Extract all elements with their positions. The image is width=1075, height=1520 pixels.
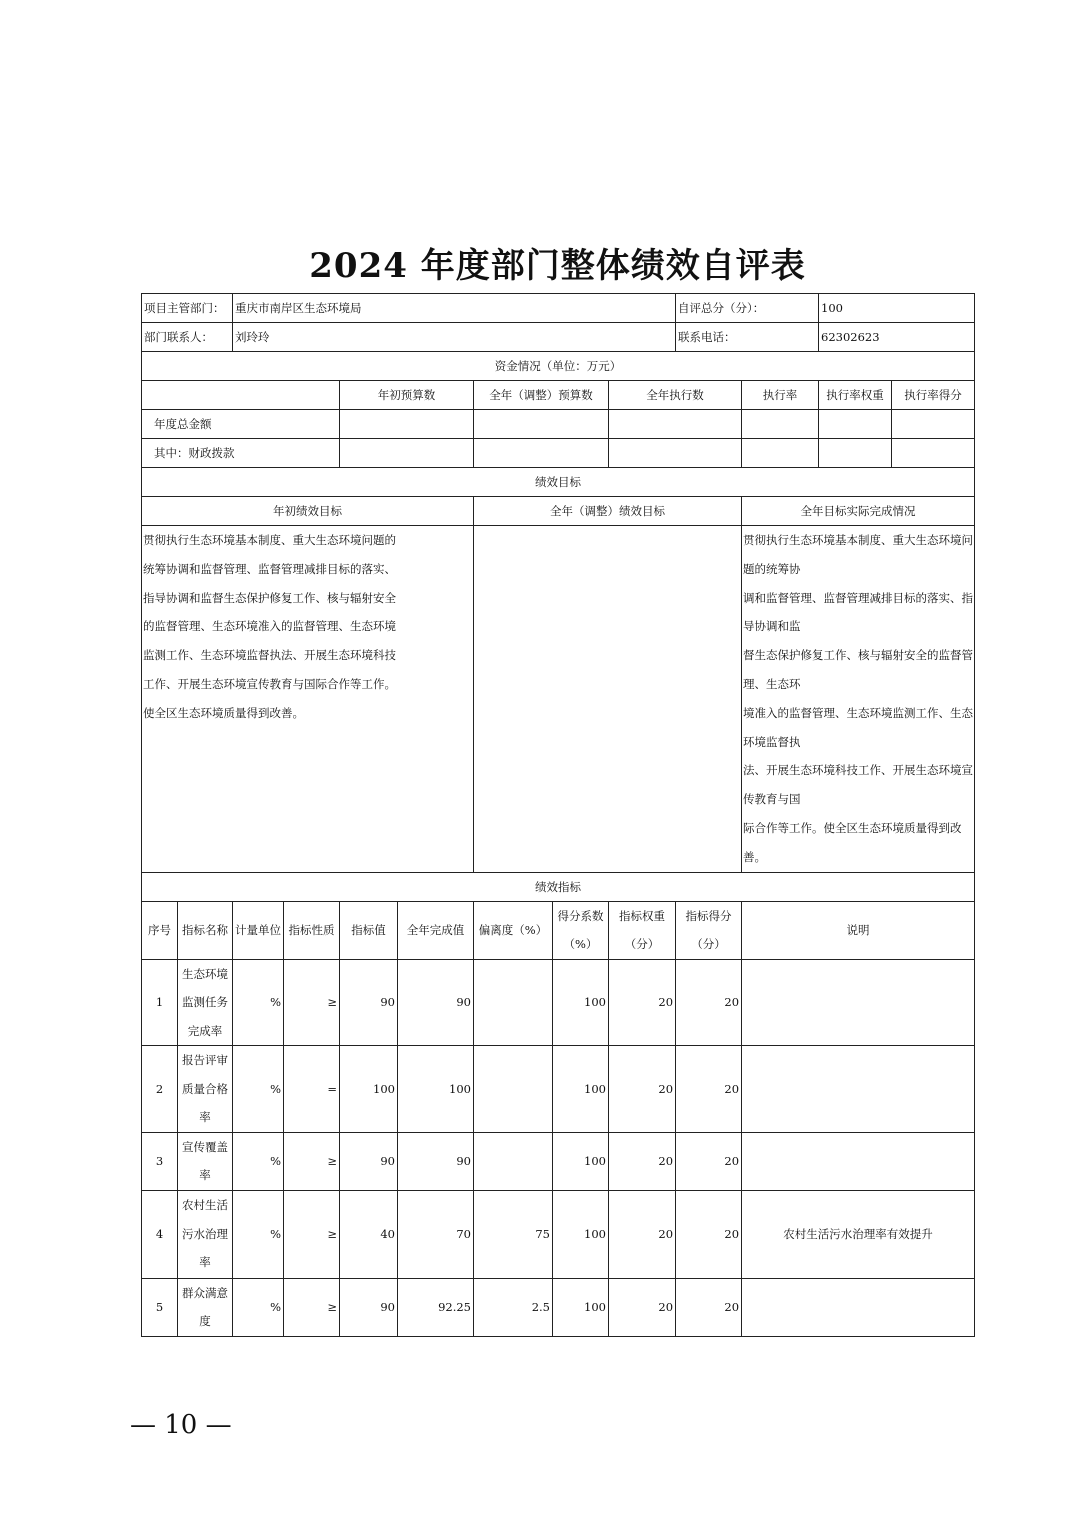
- goal-line: 境准入的监督管理、生态环境监测工作、生态环境监督执: [743, 705, 974, 749]
- cell-nature: =: [284, 1046, 340, 1133]
- goals-section-title: 绩效目标: [142, 468, 975, 497]
- dept-label: 项目主管部门：: [142, 294, 233, 323]
- funds-row-fiscal: [142, 439, 975, 468]
- indicators-section-row: [142, 872, 975, 901]
- funds-header-executed: 全年执行数: [609, 381, 742, 410]
- table-row: [142, 1190, 975, 1278]
- goal-line: 统筹协调和监督管理、监督管理减排目标的落实、: [143, 561, 396, 576]
- funds-row-label: 其中：财政拨款: [142, 439, 340, 468]
- cell-deviation: [474, 959, 553, 1046]
- funds-cell: [742, 410, 819, 439]
- name-line: 生态环境: [182, 966, 228, 981]
- funds-header-initial: 年初预算数: [340, 381, 474, 410]
- header-seq: 序号: [142, 901, 178, 959]
- cell-coef: 100: [553, 1190, 609, 1278]
- cell-deviation: 75: [474, 1190, 553, 1278]
- cell-actual: 100: [398, 1046, 474, 1133]
- indicators-header-row: [142, 901, 975, 959]
- cell-deviation: 2.5: [474, 1278, 553, 1336]
- cell-deviation: [474, 1132, 553, 1190]
- cell-value: 100: [340, 1046, 398, 1133]
- cell-score: 20: [676, 1046, 742, 1133]
- cell-name: [178, 1132, 233, 1190]
- goal-line: 的监督管理、生态环境准入的监督管理、生态环境: [143, 619, 396, 634]
- funds-cell: [340, 439, 474, 468]
- header-nature: 指标性质: [284, 901, 340, 959]
- table-row: [142, 1046, 975, 1133]
- funds-cell: [742, 439, 819, 468]
- header-actual: 全年完成值: [398, 901, 474, 959]
- goals-header-actual: 全年目标实际完成情况: [742, 497, 975, 526]
- goals-header-adjusted: 全年（调整）绩效目标: [474, 497, 742, 526]
- goal-line: 使全区生态环境质量得到改善。: [143, 705, 304, 720]
- funds-header-row: [142, 381, 975, 410]
- name-line: 率: [199, 1255, 211, 1270]
- cell-seq: 3: [142, 1132, 178, 1190]
- cell-actual: 92.25: [398, 1278, 474, 1336]
- cell-note: [742, 1278, 975, 1336]
- cell-unit: %: [233, 1046, 284, 1133]
- cell-score: 20: [676, 1278, 742, 1336]
- funds-header-rate-weight: 执行率权重: [819, 381, 892, 410]
- header-value: 指标值: [340, 901, 398, 959]
- funds-cell: [340, 410, 474, 439]
- funds-cell: [892, 410, 975, 439]
- header-line: 指标权重: [619, 908, 666, 923]
- page-number: — 10 —: [130, 1410, 232, 1440]
- cell-value: 90: [340, 1278, 398, 1336]
- cell-note: 农村生活污水治理率有效提升: [742, 1190, 975, 1278]
- header-line: （分）: [624, 937, 660, 952]
- cell-seq: 1: [142, 959, 178, 1046]
- name-line: 报告评审: [182, 1053, 228, 1068]
- header-unit: 计量单位: [233, 901, 284, 959]
- cell-unit: %: [233, 959, 284, 1046]
- goal-line: 法、开展生态环境科技工作、开展生态环境宣传教育与国: [743, 763, 974, 807]
- cell-deviation: [474, 1046, 553, 1133]
- cell-note: [742, 1046, 975, 1133]
- header-deviation: 偏离度（%）: [474, 901, 553, 959]
- goals-header-initial: 年初绩效目标: [142, 497, 474, 526]
- phone-label: 联系电话：: [676, 323, 819, 352]
- funds-cell: [474, 410, 609, 439]
- contact-label: 部门联系人：: [142, 323, 233, 352]
- goals-section-row: [142, 468, 975, 497]
- name-line: 率: [199, 1168, 211, 1183]
- cell-name: [178, 1190, 233, 1278]
- header-line: 得分系数: [557, 908, 604, 923]
- name-line: 宣传覆盖: [182, 1139, 228, 1154]
- header-weight: [609, 901, 676, 959]
- document-title: 2024 年度部门整体绩效自评表: [309, 246, 806, 286]
- name-line: 完成率: [187, 1023, 223, 1038]
- cell-seq: 4: [142, 1190, 178, 1278]
- cell-value: 90: [340, 959, 398, 1046]
- score-label: 自评总分（分）：: [676, 294, 819, 323]
- phone-value: 62302623: [819, 323, 975, 352]
- score-value: 100: [819, 294, 975, 323]
- funds-cell: [892, 439, 975, 468]
- cell-nature: ≥: [284, 959, 340, 1046]
- goal-initial-text: [142, 526, 474, 873]
- funds-section-row: [142, 352, 975, 381]
- cell-weight: 20: [609, 1190, 676, 1278]
- cell-coef: 100: [553, 1132, 609, 1190]
- cell-seq: 2: [142, 1046, 178, 1133]
- header-line: 指标得分: [685, 908, 732, 923]
- funds-cell: [819, 410, 892, 439]
- cell-nature: ≥: [284, 1278, 340, 1336]
- header-line: （分）: [691, 937, 726, 952]
- cell-name: [178, 1278, 233, 1336]
- table-row: [142, 1278, 975, 1336]
- goal-line: 际合作等工作。使全区生态环境质量得到改善。: [743, 820, 962, 864]
- header-line: （%）: [563, 937, 598, 952]
- cell-note: [742, 1132, 975, 1190]
- cell-name: [178, 959, 233, 1046]
- indicators-section-title: 绩效指标: [142, 872, 975, 901]
- funds-section-title: 资金情况（单位：万元）: [142, 352, 975, 381]
- goal-line: 监测工作、生态环境监督执法、开展生态环境科技: [143, 648, 396, 663]
- cell-score: 20: [676, 1190, 742, 1278]
- goal-line: 工作、开展生态环境宣传教育与国际合作等工作。: [143, 676, 396, 691]
- cell-nature: ≥: [284, 1132, 340, 1190]
- cell-value: 90: [340, 1132, 398, 1190]
- cell-weight: 20: [609, 1132, 676, 1190]
- cell-seq: 5: [142, 1278, 178, 1336]
- name-line: 度: [199, 1314, 211, 1329]
- funds-header-blank: [142, 381, 340, 410]
- table-row: [142, 959, 975, 1046]
- funds-row-label: 年度总金额: [142, 410, 340, 439]
- cell-actual: 90: [398, 1132, 474, 1190]
- cell-weight: 20: [609, 1278, 676, 1336]
- name-line: 质量合格: [182, 1081, 228, 1096]
- funds-cell: [609, 410, 742, 439]
- cell-coef: 100: [553, 1278, 609, 1336]
- cell-coef: 100: [553, 1046, 609, 1133]
- funds-row-total: [142, 410, 975, 439]
- goal-actual-text: [742, 526, 975, 873]
- name-line: 率: [199, 1110, 211, 1125]
- cell-coef: 100: [553, 959, 609, 1046]
- funds-cell: [819, 439, 892, 468]
- cell-unit: %: [233, 1190, 284, 1278]
- cell-weight: 20: [609, 1046, 676, 1133]
- cell-unit: %: [233, 1132, 284, 1190]
- table-row: [142, 1132, 975, 1190]
- info-row-2: [142, 323, 975, 352]
- goal-line: 调和监督管理、监督管理减排目标的落实、指导协调和监: [743, 590, 974, 634]
- header-score: [676, 901, 742, 959]
- name-line: 监测任务: [182, 995, 228, 1010]
- header-note: 说明: [742, 901, 975, 959]
- cell-note: [742, 959, 975, 1046]
- info-row-1: [142, 294, 975, 323]
- goal-line: 贯彻执行生态环境基本制度、重大生态环境问题的: [143, 533, 396, 547]
- goals-header-row: [142, 497, 975, 526]
- performance-table: [141, 293, 975, 1337]
- funds-header-rate: 执行率: [742, 381, 819, 410]
- cell-actual: 90: [398, 959, 474, 1046]
- goal-line: 贯彻执行生态环境基本制度、重大生态环境问题的统筹协: [743, 533, 974, 576]
- funds-cell: [474, 439, 609, 468]
- cell-unit: %: [233, 1278, 284, 1336]
- cell-value: 40: [340, 1190, 398, 1278]
- name-line: 群众满意: [182, 1285, 228, 1300]
- goal-line: 指导协调和监督生态保护修复工作、核与辐射安全: [143, 590, 396, 605]
- funds-cell: [609, 439, 742, 468]
- funds-header-rate-score: 执行率得分: [892, 381, 975, 410]
- cell-score: 20: [676, 959, 742, 1046]
- name-line: 农村生活: [182, 1198, 228, 1213]
- goal-line: 督生态保护修复工作、核与辐射安全的监督管理、生态环: [743, 648, 974, 691]
- goals-content-row: [142, 526, 975, 873]
- dept-value: 重庆市南岸区生态环境局: [233, 294, 676, 323]
- cell-nature: ≥: [284, 1190, 340, 1278]
- contact-value: 刘玲玲: [233, 323, 676, 352]
- header-name: 指标名称: [178, 901, 233, 959]
- cell-name: [178, 1046, 233, 1133]
- cell-actual: 70: [398, 1190, 474, 1278]
- goal-adjusted-text: [474, 526, 742, 873]
- header-coef: [553, 901, 609, 959]
- cell-weight: 20: [609, 959, 676, 1046]
- name-line: 污水治理: [182, 1226, 228, 1241]
- funds-header-adjusted: 全年（调整）预算数: [474, 381, 609, 410]
- cell-score: 20: [676, 1132, 742, 1190]
